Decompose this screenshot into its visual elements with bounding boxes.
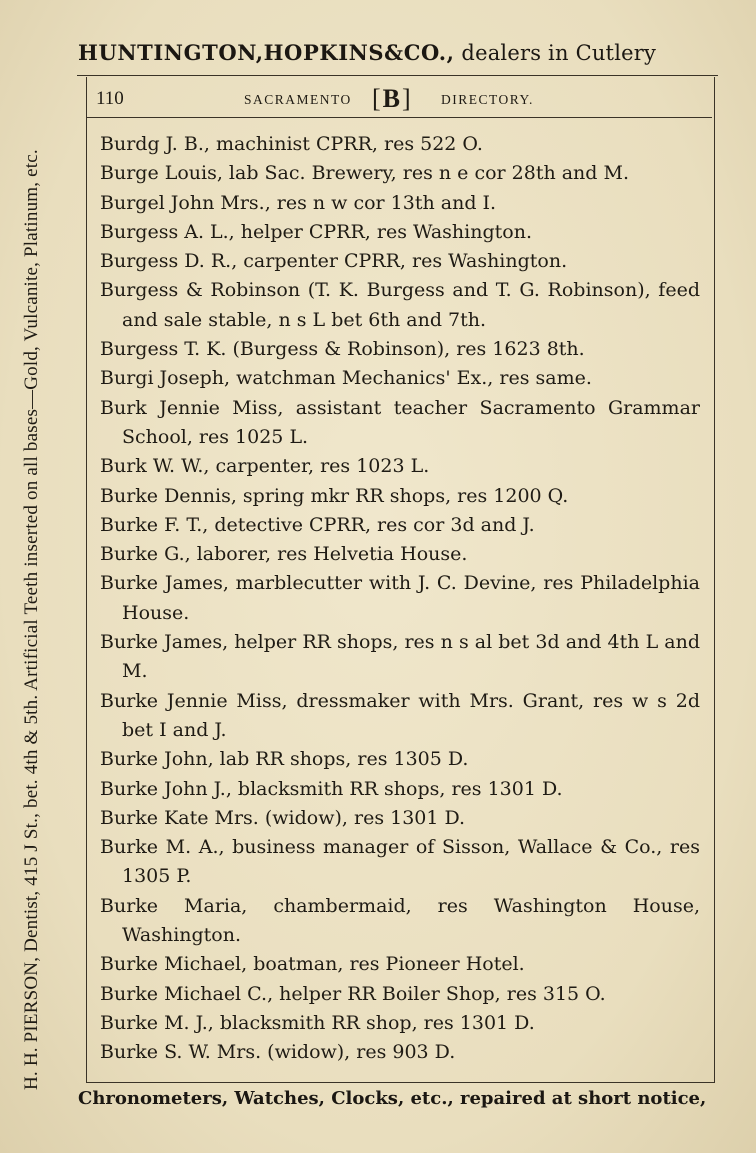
side-advertisement: H. H. PIERSON, Dentist, 415 J St., bet. 4th & 5th. Artificial Teeth inserted on all bases—Gold, Vulcanite, Platinum, etc.: [21, 149, 42, 1090]
header-rule: [87, 117, 712, 118]
directory-entry: Burke Kate Mrs. (widow), res 1301 D.: [100, 806, 466, 829]
directory-entry: Burgel John Mrs., res n w cor 13th and I.: [100, 191, 497, 214]
directory-entry: Burke James, marblecutter with J. C. Devine, res Philadelphia House.: [100, 572, 700, 624]
directory-entry: Burgess T. K. (Burgess & Robinson), res 1623 8th.: [100, 338, 585, 361]
directory-entry: Burke John J., blacksmith RR shops, res 1301 D.: [100, 777, 563, 800]
directory-entry: Burgess D. R., carpenter CPRR, res Washington.: [100, 250, 568, 273]
directory-entry: Burke Michael C., helper RR Boiler Shop, res 315 O.: [100, 982, 606, 1005]
directory-entry: Burke Jennie Miss, dressmaker with Mrs. Grant, res w s 2d bet I and J.: [100, 689, 700, 741]
directory-entry: Burke Maria, chambermaid, res Washington House, Washington.: [100, 894, 700, 947]
directory-entry: Burk Jennie Miss, assistant teacher Sacramento Grammar School, res 1025 L.: [100, 396, 700, 448]
directory-entry: Burgi Joseph, watchman Mechanics' Ex., res same.: [100, 367, 592, 390]
directory-entry: Burgess A. L., helper CPRR, res Washington.: [100, 220, 532, 243]
page-number: 110: [96, 88, 124, 109]
directory-entry: Burke M. J., blacksmith RR shop, res 1301 D.: [100, 1011, 535, 1034]
bottom-advertisement: Chronometers, Watches, Clocks, etc., repaired at short notice,: [78, 1088, 707, 1109]
directory-entry: Burke M. A., business manager of Sisson, Wallace & Co., res 1305 P.: [100, 836, 700, 888]
directory-entry: Burke Dennis, spring mkr RR shops, res 1200 Q.: [100, 484, 569, 507]
directory-entry: Burgess & Robinson (T. K. Burgess and T. G. Robinson), feed and sale stable, n s L bet 6th and 7th.: [100, 279, 700, 331]
directory-entries: [100, 130, 700, 1068]
directory-entry: Burke John, lab RR shops, res 1305 D.: [100, 748, 469, 771]
section-letter: [ B ]: [372, 86, 411, 112]
running-head-city: SACRAMENTO: [244, 92, 352, 107]
top-advertisement: [78, 40, 738, 65]
directory-entry: Burk W. W., carpenter, res 1023 L.: [100, 455, 430, 478]
directory-entry: Burke James, helper RR shops, res n s al bet 3d and 4th L and M.: [100, 631, 700, 683]
advertiser-trade: dealers in Cutlery: [454, 41, 657, 65]
running-head: [96, 84, 706, 114]
directory-entry: Burke S. W. Mrs. (widow), res 903 D.: [100, 1041, 456, 1064]
top-rule: [77, 75, 718, 76]
directory-entry: Burke Michael, boatman, res Pioneer Hotel.: [100, 953, 525, 976]
directory-entry: Burge Louis, lab Sac. Brewery, res n e cor 28th and M.: [100, 162, 629, 185]
advertiser-name: HUNTINGTON,HOPKINS&CO.,: [78, 40, 455, 65]
directory-entry: Burke G., laborer, res Helvetia House.: [100, 543, 468, 566]
directory-entry: Burke F. T., detective CPRR, res cor 3d and J.: [100, 513, 535, 536]
running-head-directory: DIRECTORY.: [441, 92, 534, 107]
directory-entry: Burdg J. B., machinist CPRR, res 522 O.: [100, 133, 483, 155]
